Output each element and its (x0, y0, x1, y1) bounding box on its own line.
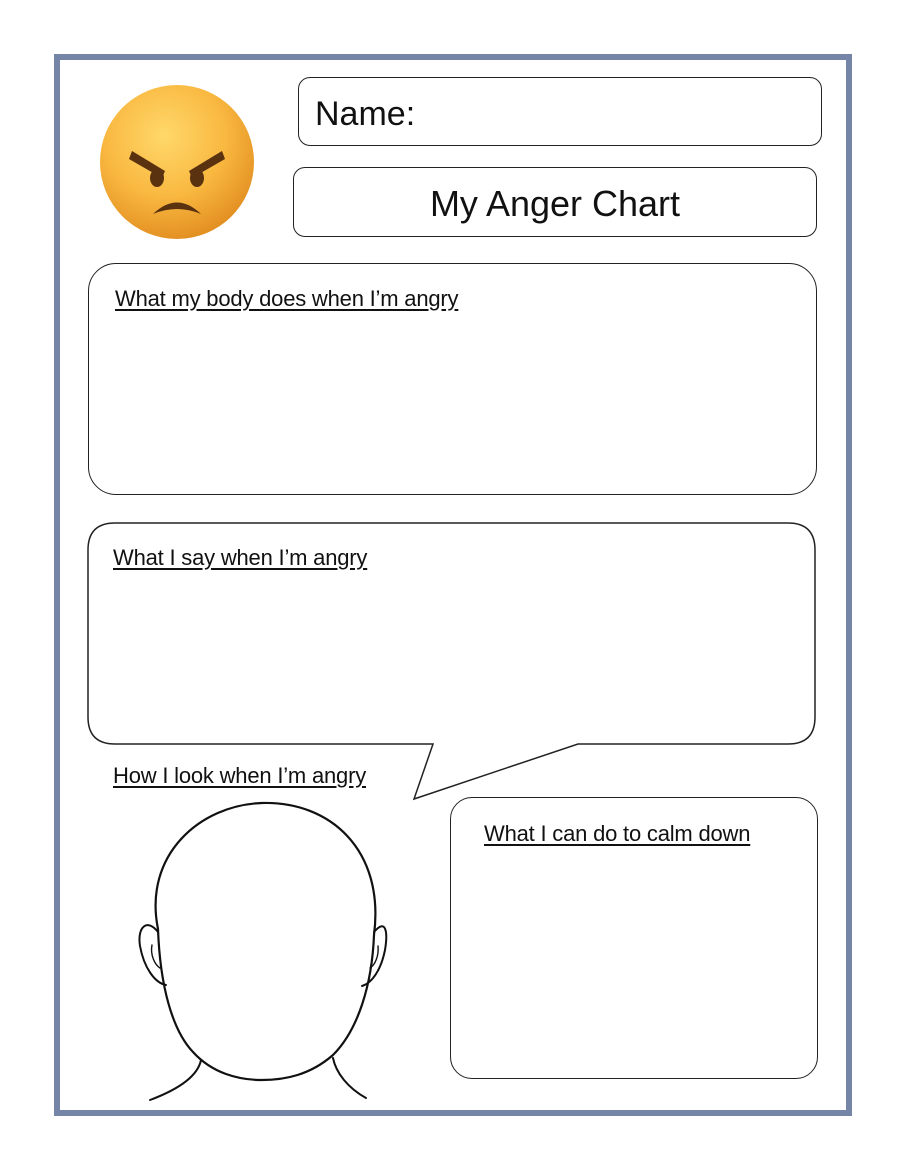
name-label: Name: (315, 95, 416, 133)
say-section-heading: What I say when I’m angry (113, 545, 368, 570)
calm-section[interactable] (450, 797, 818, 1079)
angry-face-icon (100, 85, 254, 239)
body-section[interactable] (88, 263, 817, 495)
calm-section-heading: What I can do to calm down (484, 821, 751, 846)
look-section-heading: How I look when I’m angry (113, 763, 366, 788)
name-field[interactable] (298, 77, 822, 146)
head-outline-icon (139, 803, 386, 1100)
body-section-heading: What my body does when I’m angry (115, 286, 459, 311)
page-title: My Anger Chart (429, 183, 681, 224)
title-box (293, 167, 817, 237)
